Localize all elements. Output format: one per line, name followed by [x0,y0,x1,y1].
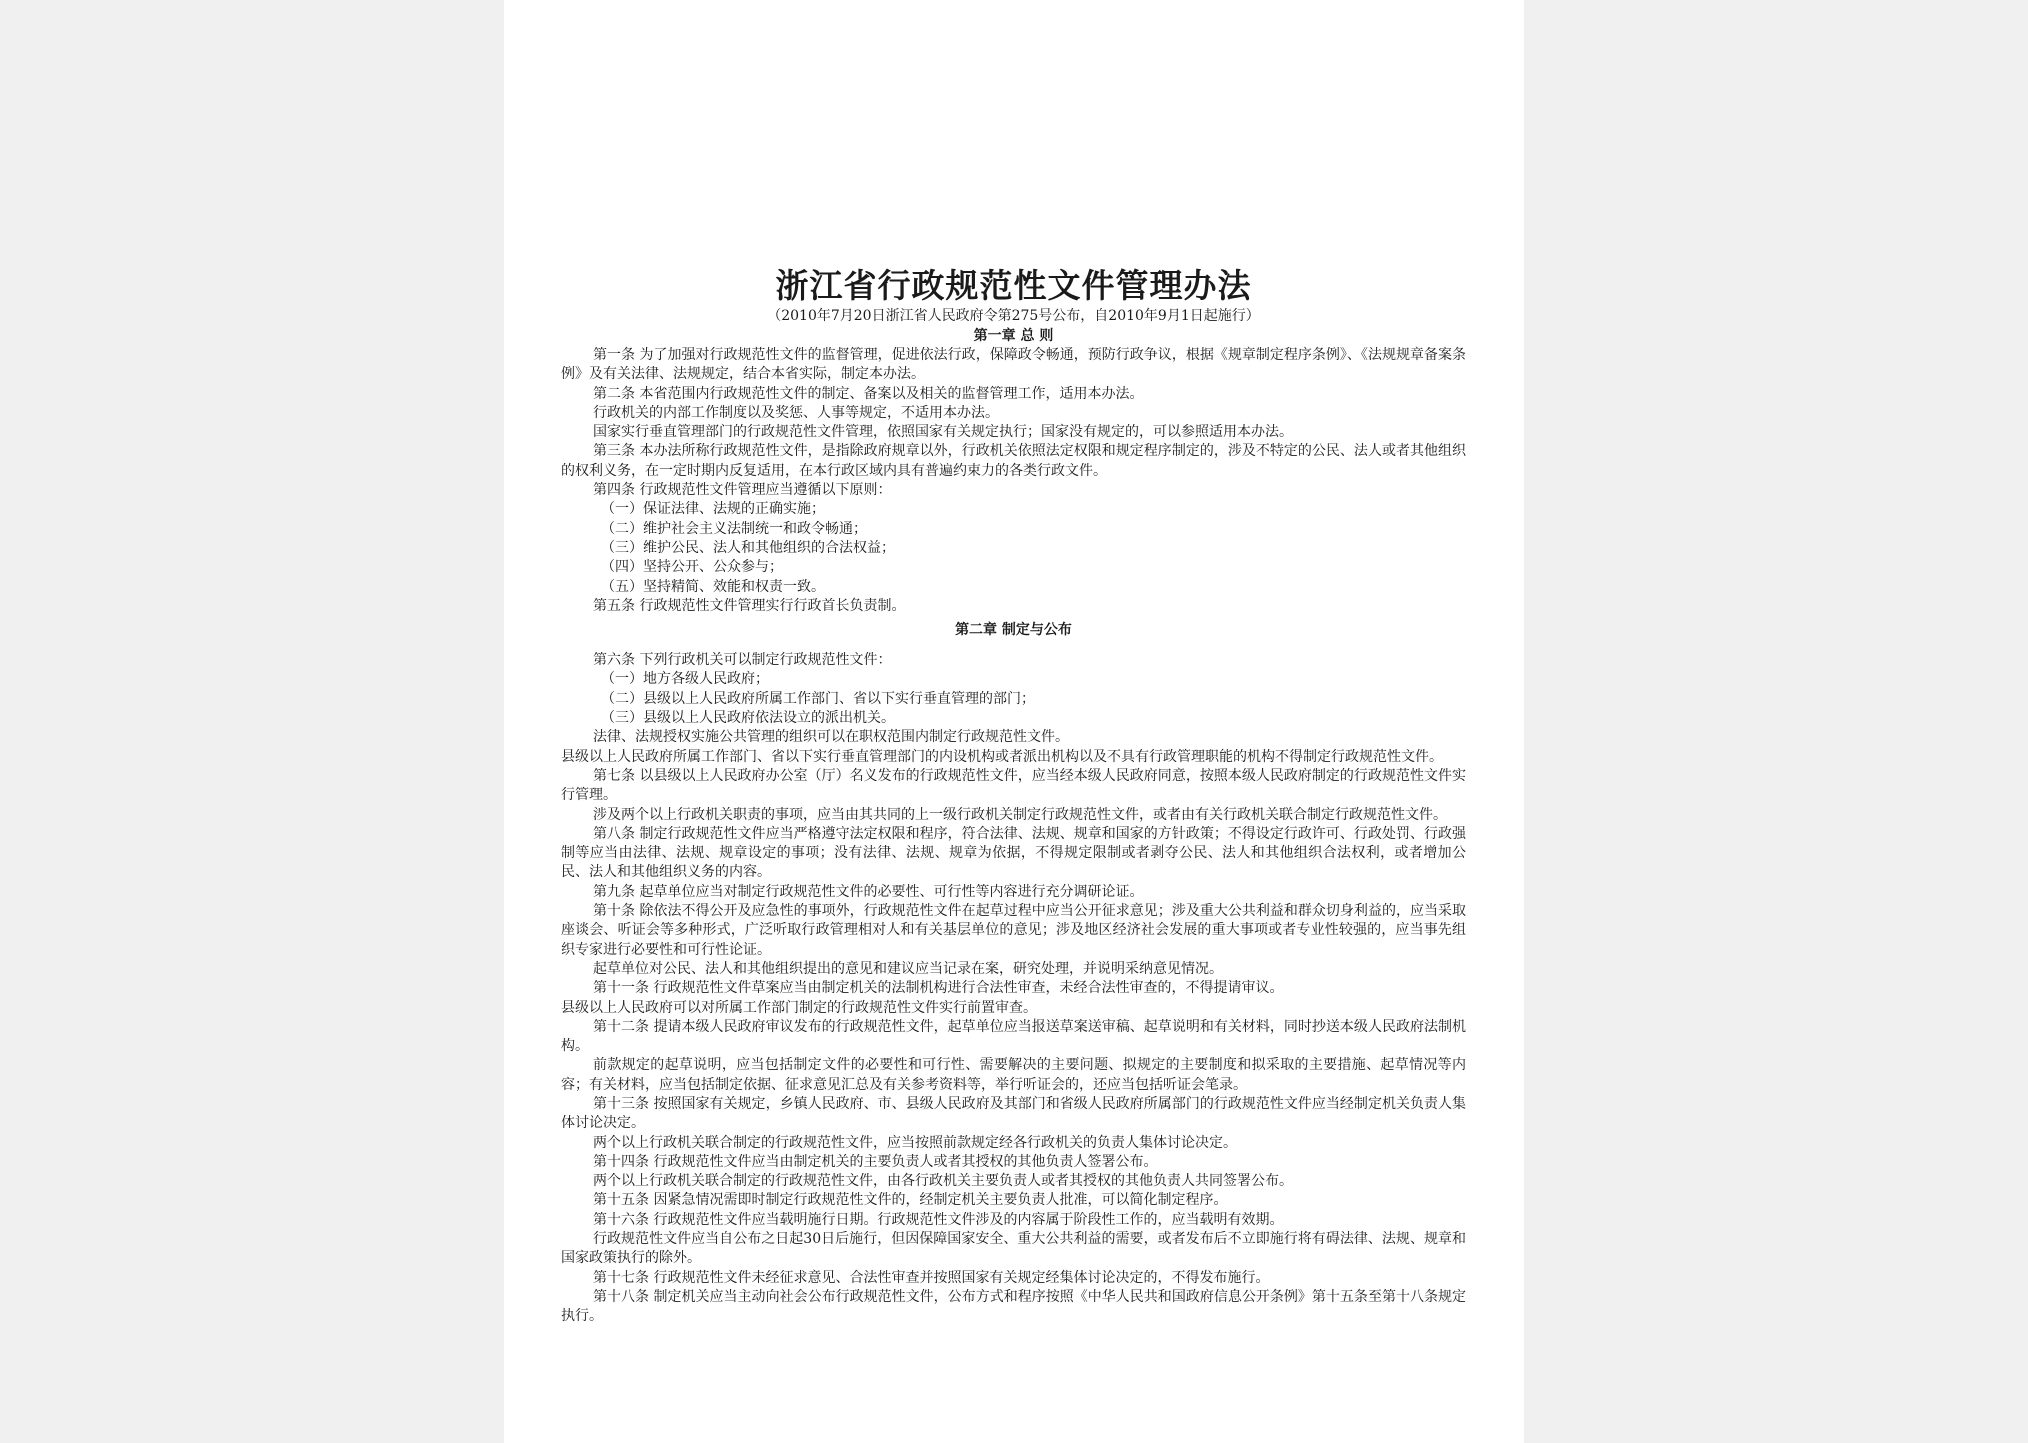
list-item: （一）地方各级人民政府； [601,671,769,688]
chapter-heading: 第二章 制定与公布 [955,622,1072,639]
paragraph: 两个以上行政机关联合制定的行政规范性文件，应当按照前款规定经各行政机关的负责人集体讨论决定。 [593,1134,1237,1151]
paragraph: 起草单位对公民、法人和其他组织提出的意见和建议应当记录在案，研究处理，并说明采纳意见情况。 [593,960,1223,977]
article-10: 第十条 除依法不得公开及应急性的事项外，行政规范性文件在起草过程中应当公开征求意见；涉及重大公共利益和群众切身利益的，应当采取座谈会、听证会等多种形式，广泛听取行政管理相对人和有关基层单位的意见；涉及地区经济社会发展的重大事项或者专业性较强的，应当事先组织专家进行必要性和可行性论证。 [561,903,1466,958]
document-body [561,266,1466,1327]
list-item: （二）县级以上人民政府所属工作部门、省以下实行垂直管理的部门； [601,690,1035,707]
article-17: 第十七条 行政规范性文件未经征求意见、合法性审查并按照国家有关规定经集体讨论决定的，不得发布施行。 [593,1269,1270,1286]
article-16: 第十六条 行政规范性文件应当载明施行日期。行政规范性文件涉及的内容属于阶段性工作的，应当载明有效期。 [593,1211,1284,1228]
list-item: （三）维护公民、法人和其他组织的合法权益； [601,539,895,556]
article-13: 第十三条 按照国家有关规定，乡镇人民政府、市、县级人民政府及其部门和省级人民政府所属部门的行政规范性文件应当经制定机关负责人集体讨论决定。 [561,1095,1466,1132]
article-14: 第十四条 行政规范性文件应当由制定机关的主要负责人或者其授权的其他负责人签署公布。 [593,1153,1158,1170]
paragraph: 前款规定的起草说明，应当包括制定文件的必要性和可行性、需要解决的主要问题、拟规定的主要制度和拟采取的主要措施、起草情况等内容；有关材料，应当包括制定依据、征求意见汇总及有关参考资料等，举行听证会的，还应当包括听证会笔录。 [561,1057,1466,1093]
article-1: 第一条 为了加强对行政规范性文件的监督管理，促进依法行政，保障政令畅通，预防行政争议，根据《规章制定程序条例》、《法规规章备案条例》及有关法律、法规规定，结合本省实际，制定本办法。 [561,347,1466,383]
article-3: 第三条 本办法所称行政规范性文件，是指除政府规章以外，行政机关依照法定权限和规定程序制定的，涉及不特定的公民、法人或者其他组织的权利义务，在一定时期内反复适用，在本行政区域内具有普遍约束力的各类行政文件。 [561,443,1466,479]
list-item: （五）坚持精简、效能和权责一致。 [601,578,825,595]
article-2: 第二条 本省范围内行政规范性文件的制定、备案以及相关的监督管理工作，适用本办法。 [593,385,1144,402]
paragraph: 行政规范性文件应当自公布之日起30日后施行，但因保障国家安全、重大公共利益的需要，或者发布后不立即施行将有碍法律、法规、规章和国家政策执行的除外。 [561,1231,1466,1267]
document-title: 浙江省行政规范性文件管理办法 [775,266,1252,305]
article-15: 第十五条 因紧急情况需即时制定行政规范性文件的，经制定机关主要负责人批准，可以简化制定程序。 [593,1192,1228,1209]
article-12: 第十二条 提请本级人民政府审议发布的行政规范性文件，起草单位应当报送草案送审稿、起草说明和有关材料，同时抄送本级人民政府法制机构。 [561,1018,1466,1055]
paragraph: 行政机关的内部工作制度以及奖惩、人事等规定，不适用本办法。 [593,404,999,421]
document-subtitle: （2010年7月20日浙江省人民政府令第275号公布，自2010年9月1日起施行） [767,308,1260,324]
document-page [504,0,1524,1443]
article-6: 第六条 下列行政机关可以制定行政规范性文件： [593,652,892,669]
paragraph: 两个以上行政机关联合制定的行政规范性文件，由各行政机关主要负责人或者其授权的其他负责人共同签署公布。 [593,1173,1293,1190]
article-4: 第四条 行政规范性文件管理应当遵循以下原则： [593,482,892,499]
paragraph: 法律、法规授权实施公共管理的组织可以在职权范围内制定行政规范性文件。 [593,729,1069,746]
list-item: （二）维护社会主义法制统一和政令畅通； [601,520,867,537]
paragraph: 县级以上人民政府所属工作部门、省以下实行垂直管理部门的内设机构或者派出机构以及不具有行政管理职能的机构不得制定行政规范性文件。 [561,748,1443,765]
paragraph: 县级以上人民政府可以对所属工作部门制定的行政规范性文件实行前置审查。 [561,999,1037,1016]
paragraph: 涉及两个以上行政机关职责的事项，应当由其共同的上一级行政机关制定行政规范性文件，或者由有关行政机关联合制定行政规范性文件。 [593,806,1447,823]
article-18: 第十八条 制定机关应当主动向社会公布行政规范性文件，公布方式和程序按照《中华人民共和国政府信息公开条例》第十五条至第十八条规定执行。 [561,1288,1466,1325]
article-8: 第八条 制定行政规范性文件应当严格遵守法定权限和程序，符合法律、法规、规章和国家的方针政策；不得设定行政许可、行政处罚、行政强制等应当由法律、法规、规章设定的事项；没有法律、法规、规章为依据，不得规定限制或者剥夺公民、法人和其他组织合法权利，或者增加公民、法人和其他组织义务的内容。 [561,825,1466,881]
article-9: 第九条 起草单位应当对制定行政规范性文件的必要性、可行性等内容进行充分调研论证。 [593,883,1144,900]
list-item: （三）县级以上人民政府依法设立的派出机关。 [601,710,895,727]
paragraph: 国家实行垂直管理部门的行政规范性文件管理，依照国家有关规定执行；国家没有规定的，可以参照适用本办法。 [593,424,1293,441]
article-5: 第五条 行政规范性文件管理实行行政首长负责制。 [593,597,906,614]
chapter-heading: 第一章 总 则 [973,328,1054,344]
list-item: （一）保证法律、法规的正确实施； [601,501,825,518]
article-11: 第十一条 行政规范性文件草案应当由制定机关的法制机构进行合法性审查，未经合法性审查的，不得提请审议。 [593,980,1284,997]
list-item: （四）坚持公开、公众参与； [601,559,783,576]
article-7: 第七条 以县级以上人民政府办公室（厅）名义发布的行政规范性文件，应当经本级人民政府同意，按照本级人民政府制定的行政规范性文件实行管理。 [561,767,1466,804]
